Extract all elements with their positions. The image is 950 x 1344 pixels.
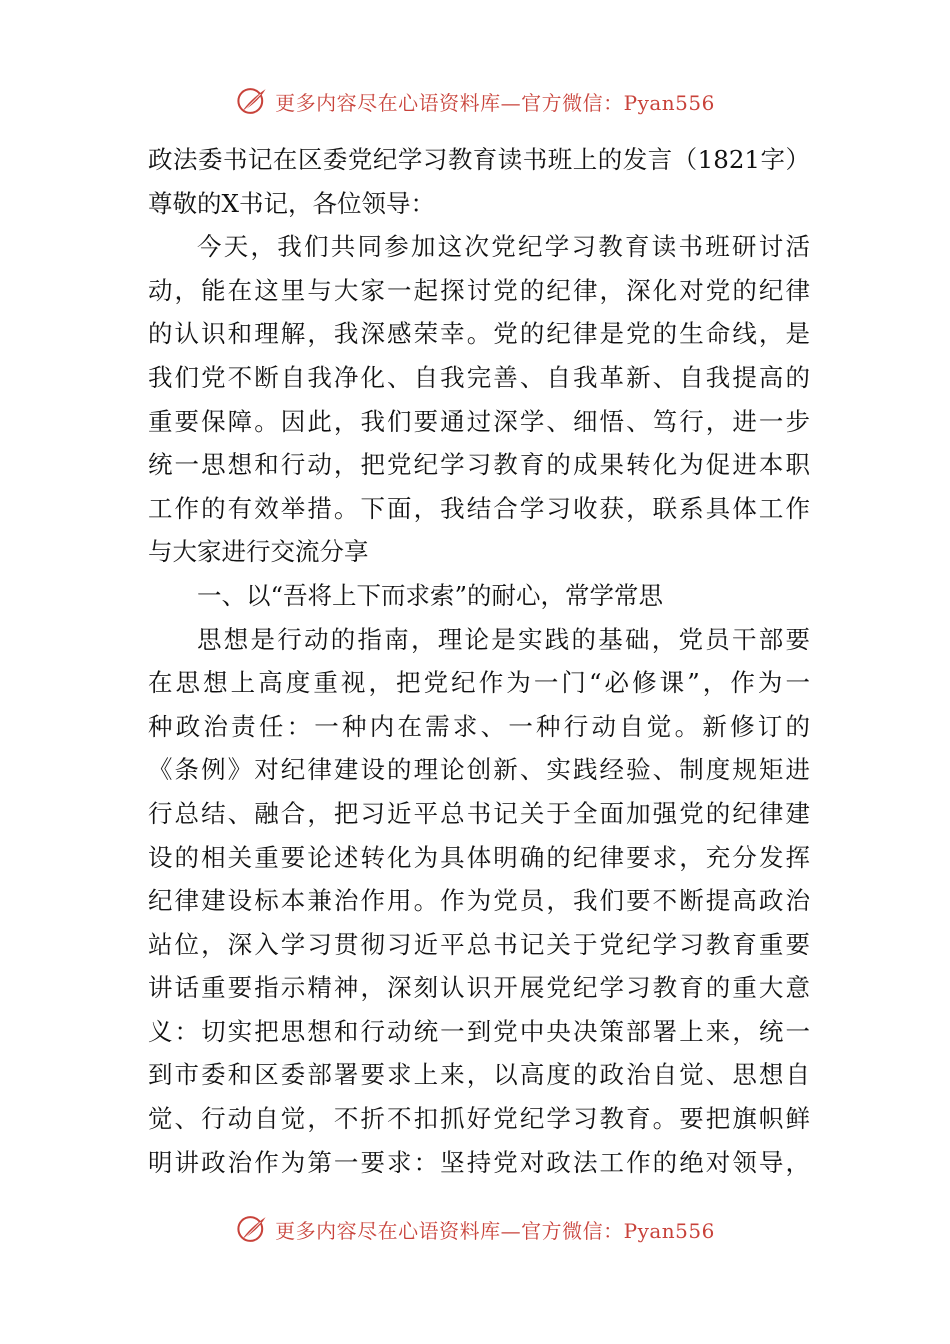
text-line: 设的相关重要论述转化为具体明确的纪律要求，充分发挥 xyxy=(148,842,810,872)
watermark-text: 更多内容尽在心语资料库—官方微信：Pyan556 xyxy=(275,90,715,115)
text-line: 思想是行动的指南，理论是实践的基础，党员干部要 xyxy=(197,624,810,654)
text-line: 纪律建设标本兼治作用。作为党员，我们要不断提高政治 xyxy=(148,886,810,916)
text-line: 尊敬的X书记，各位领导： xyxy=(148,188,435,218)
document-title: 政法委书记在区委党纪学习教育读书班上的发言（1821字） xyxy=(148,145,810,174)
text-line: 今天，我们共同参加这次党纪学习教育读书班研讨活 xyxy=(197,232,810,262)
text-line: 工作的有效举措。下面，我结合学习收获，联系具体工作 xyxy=(148,493,810,523)
text-line: 行总结、融合，把习近平总书记关于全面加强党的纪律建 xyxy=(148,798,810,828)
text-line: 一、以“吾将上下而求索”的耐心，常学常思 xyxy=(197,580,664,610)
text-line: 站位，深入学习贯彻习近平总书记关于党纪学习教育重要 xyxy=(148,929,810,959)
text-line: 重要保障。因此，我们要通过深学、细悟、笃行，进一步 xyxy=(148,406,810,436)
text-line: 与大家进行交流分享 xyxy=(148,537,369,567)
text-line: 到市委和区委部署要求上来，以高度的政治自觉、思想自 xyxy=(148,1060,810,1090)
text-line: 觉、行动自觉，不折不扣抓好党纪学习教育。要把旗帜鲜 xyxy=(148,1104,810,1134)
text-line: 我们党不断自我净化、自我完善、自我革新、自我提高的 xyxy=(148,362,810,392)
text-line: 《条例》对纪律建设的理论创新、实践经验、制度规矩进 xyxy=(148,755,810,785)
text-line: 义：切实把思想和行动统一到党中央决策部署上来，统一 xyxy=(148,1016,810,1046)
text-line: 讲话重要指示精神，深刻认识开展党纪学习教育的重大意 xyxy=(148,973,810,1003)
text-line: 统一思想和行动，把党纪学习教育的成果转化为促进本职 xyxy=(148,450,810,480)
watermark-footer xyxy=(0,1212,950,1246)
text-line: 种政治责任：一种内在需求、一种行动自觉。新修订的 xyxy=(148,711,810,741)
text-line: 明讲政治作为第一要求：坚持党对政法工作的绝对领导， xyxy=(148,1147,810,1177)
watermark-text: 更多内容尽在心语资料库—官方微信：Pyan556 xyxy=(275,1218,715,1243)
text-line: 的认识和理解，我深感荣幸。党的纪律是党的生命线，是 xyxy=(148,319,810,349)
text-line: 动，能在这里与大家一起探讨党的纪律，深化对党的纪律 xyxy=(148,275,810,305)
watermark-header xyxy=(0,84,950,118)
text-line: 在思想上高度重视，把党纪作为一门“必修课”，作为一 xyxy=(148,668,810,698)
document-body xyxy=(148,138,810,1184)
pen-feather-logo-icon xyxy=(235,1212,269,1246)
pen-feather-logo-icon xyxy=(235,84,269,118)
